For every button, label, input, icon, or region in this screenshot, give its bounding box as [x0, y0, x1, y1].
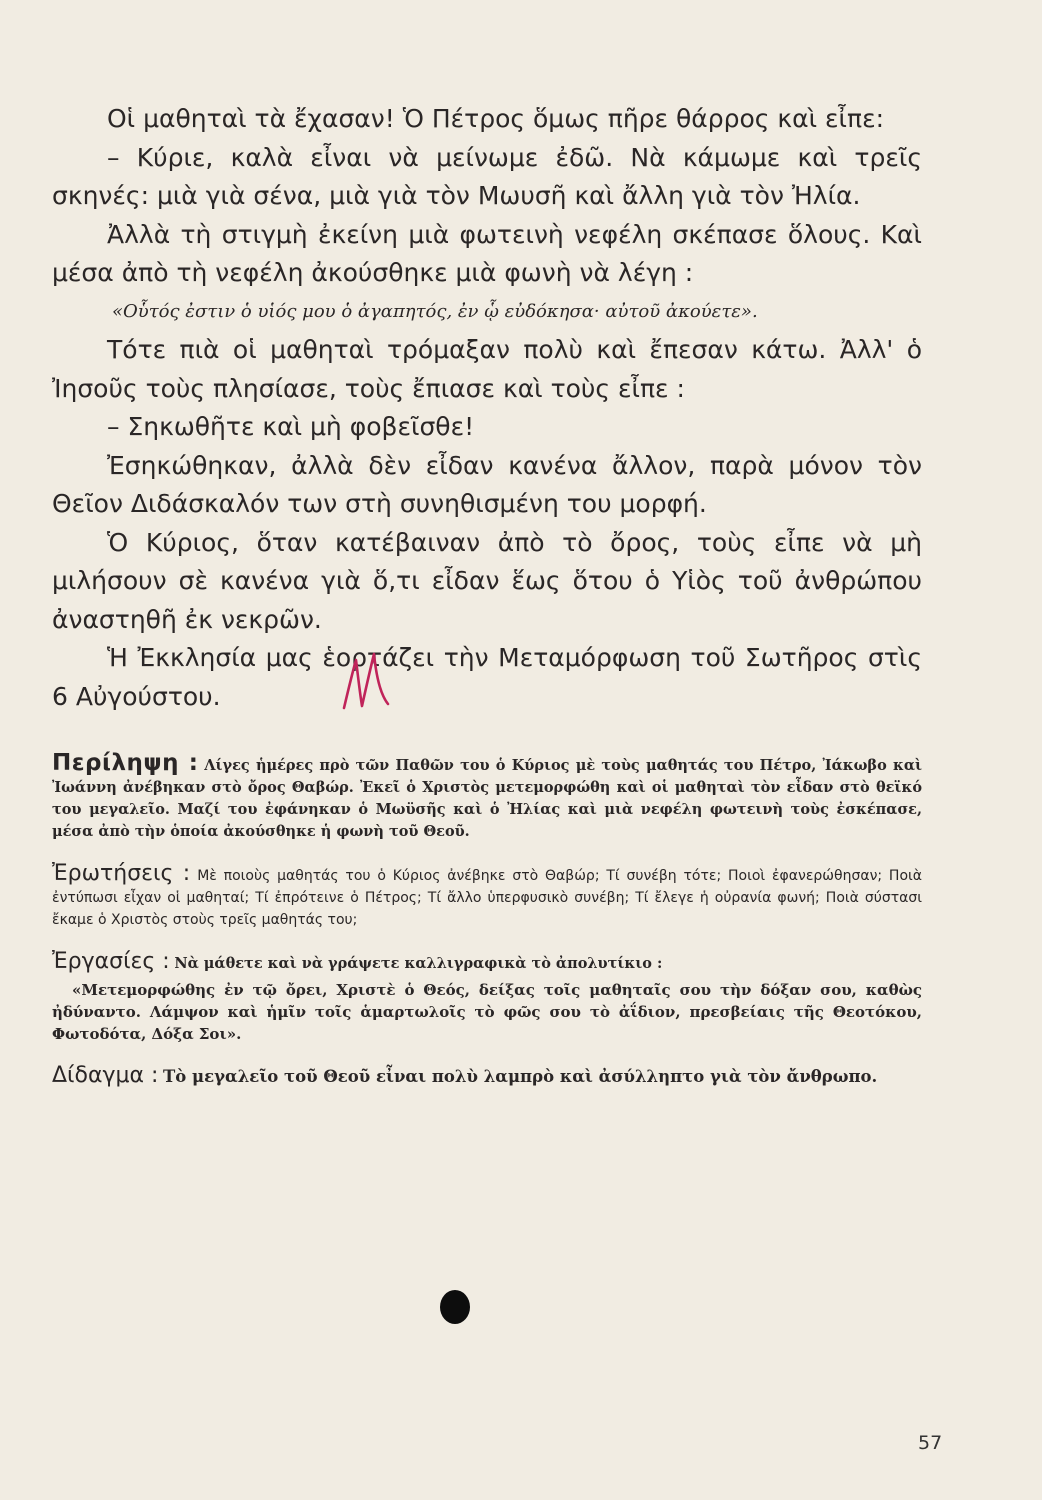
lesson-block: [52, 1065, 922, 1089]
questions-text: Μὲ ποιοὺς μαθητάς του ὁ Κύριος ἀνέβηκε στὸ Θαβώρ; Τί συνέβη τότε; Ποιοὶ ἐφανερώθησαν; Ποιὰ ἐντύπωσι εἶχαν οἱ μαθηταί; Τί ἐπρότεινε ὁ Πέτρος; Τί ἄλλο ὑπερφυσικὸ συνέβη; Τί ἔλεγε ἡ οὐρανία φωνή; Ποιὰ σύστασι ἔκαμε ὁ Χριστὸς στοὺς τρεῖς μαθητάς του;: [52, 868, 922, 928]
handwritten-mark: [338, 646, 398, 716]
lesson-heading: Δίδαγμα :: [52, 1063, 159, 1088]
ink-blot: [440, 1290, 470, 1324]
scripture-quote: «Οὗτός ἐστιν ὁ υἱός μου ὁ ἀγαπητός, ἐν ᾧ εὐδόκησα· αὐτοῦ ἀκούετε».: [112, 300, 758, 322]
paragraph: Ἡ Ἐκκλησία μας ἑορτάζει τὴν Μεταμόρφωση τοῦ Σωτῆρος στὶς 6 Αὐγούστου.: [52, 643, 922, 711]
summary-heading: Περίληψη :: [52, 750, 199, 776]
apolytikion-text: «Μετεμορφώθης ἐν τῷ ὄρει, Χριστὲ ὁ Θεός, δείξας τοῖς μαθηταῖς σου τὴν δόξαν σου, καθὼς ἠδύναντο. Λάμψον καὶ ἡμῖν τοῖς ἁμαρτωλοῖς τὸ φῶς σου τὸ ἀΐδιον, πρεσβείαις τῆς Θεοτόκου, Φωτοδότα, Δόξα Σοι».: [52, 981, 922, 1043]
paragraph: – Σηκωθῆτε καὶ μὴ φοβεῖσθε!: [107, 412, 475, 441]
questions-block: [52, 863, 922, 931]
paragraph: Ὁ Κύριος, ὅταν κατέβαιναν ἀπὸ τὸ ὄρος, τοὺς εἶπε νὰ μὴ μιλήσουν σὲ κανένα γιὰ ὅ,τι εἶδαν ἕως ὅτου ὁ Υἱὸς τοῦ ἀνθρώπου ἀναστηθῆ ἐκ νεκρῶν.: [52, 527, 922, 634]
page-number: 57: [918, 1432, 943, 1454]
paragraph: Τότε πιὰ οἱ μαθηταὶ τρόμαξαν πολὺ καὶ ἔπεσαν κάτω. Ἀλλ' ὁ Ἰησοῦς τοὺς πλησίασε, τοὺς ἔπιασε καὶ τοὺς εἶπε :: [52, 335, 922, 403]
paragraph: Οἱ μαθηταὶ τὰ ἔχασαν! Ὁ Πέτρος ὅμως πῆρε θάρρος καὶ εἶπε:: [107, 104, 885, 133]
paragraph: – Κύριε, καλὰ εἶναι νὰ μείνωμε ἐδῶ. Νὰ κάμωμε καὶ τρεῖς σκηνές: μιὰ γιὰ σένα, μιὰ γιὰ τὸν Μωυσῆ καὶ ἄλλη γιὰ τὸν Ἠλία.: [52, 142, 922, 210]
tasks-block: [52, 951, 922, 975]
tasks-heading: Ἐργασίες :: [52, 949, 170, 974]
paragraph: Ἐσηκώθηκαν, ἀλλὰ δὲν εἶδαν κανένα ἄλλον, παρὰ μόνον τὸν Θεῖον Διδάσκαλόν των στὴ συνηθισμένη του μορφή.: [52, 450, 922, 518]
main-narrative: [52, 100, 922, 716]
questions-heading: Ἐρωτήσεις :: [52, 861, 191, 886]
lesson-text: Τὸ μεγαλεῖο τοῦ Θεοῦ εἶναι πολὺ λαμπρὸ καὶ ἀσύλληπτο γιὰ τὸν ἄνθρωπο.: [163, 1067, 878, 1086]
summary-text: Λίγες ἡμέρες πρὸ τῶν Παθῶν του ὁ Κύριος μὲ τοὺς μαθητάς του Πέτρο, Ἰάκωβο καὶ Ἰωάννη ἀνέβηκαν στὸ ὄρος Θαβώρ. Ἐκεῖ ὁ Χριστὸς μετεμορφώθη καὶ οἱ μαθηταὶ τὸν εἶδαν στὸ θεϊκό του μεγαλεῖο. Μαζί του ἐφάνηκαν ὁ Μωϋσῆς καὶ ὁ Ἠλίας καὶ μιὰ νεφέλη φωτεινὴ τοὺς ἐσκέπασε, μέσα ἀπὸ τὴν ὁποία ἀκούσθηκε ἡ φωνὴ τοῦ Θεοῦ.: [52, 757, 923, 840]
lesson-apparatus: [52, 752, 922, 1109]
tasks-text: Νὰ μάθετε καὶ νὰ γράψετε καλλιγραφικὰ τὸ ἀπολυτίκιο :: [174, 955, 663, 972]
summary-block: [52, 752, 922, 843]
paragraph: Ἀλλὰ τὴ στιγμὴ ἐκείνη μιὰ φωτεινὴ νεφέλη σκέπασε ὅλους. Καὶ μέσα ἀπὸ τὴ νεφέλη ἀκούσθηκε μιὰ φωνὴ νὰ λέγη :: [52, 219, 922, 287]
